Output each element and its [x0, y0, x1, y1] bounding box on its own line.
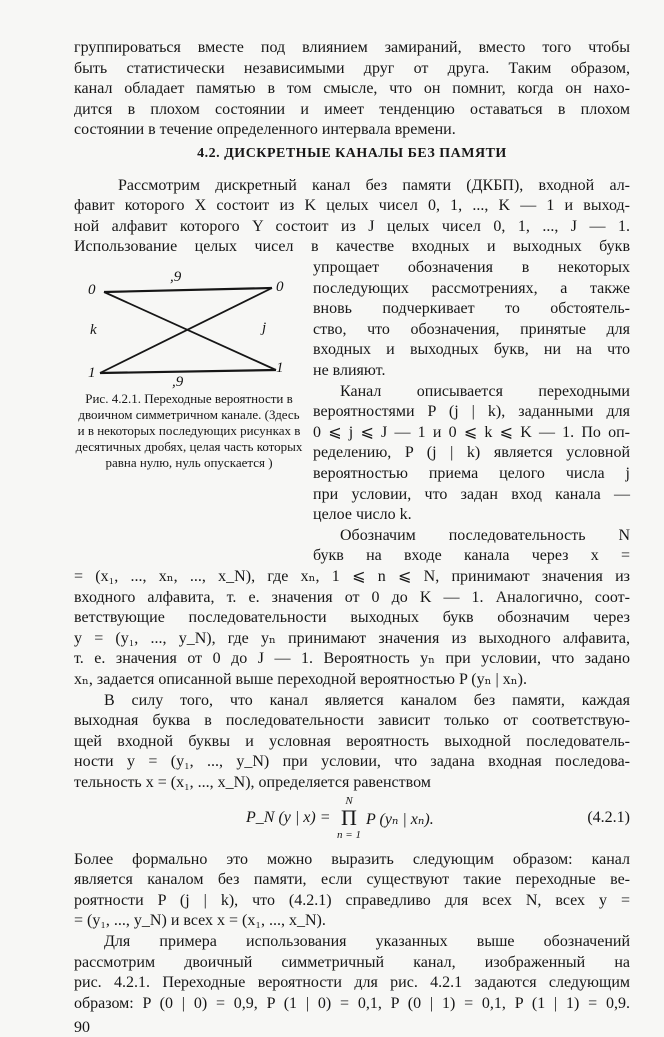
- edge-0-0: [104, 288, 272, 292]
- text-line: Использование целых чисел в качестве входных и выходных букв: [74, 238, 630, 256]
- text-line: Рассмотрим дискретный канал без памяти (ДКБП), входной ал-: [118, 176, 630, 194]
- text-line: y = (y₁, ..., y_N), где yₙ принимают значения из выходного алфавита,: [74, 629, 630, 647]
- text-line: = (y₁, ..., y_N) и всех x = (x₁, ..., x_N).: [74, 912, 326, 930]
- text-line: Канал описывается переходными: [340, 382, 630, 400]
- text-line: роятности P (j | k), что (4.2.1) справедливо для всех N, всех y =: [74, 891, 630, 909]
- figure-caption: Рис. 4.2.1. Переходные вероятности в двоичном симметричном канале. (Здесь и в некоторых последующих рисунках в десятичных дробях, целая часть которых равна нулю, нуль опускается ): [75, 390, 303, 470]
- text-line: букв на входе канала через x =: [313, 547, 630, 565]
- product-lower-limit: n = 1: [337, 828, 361, 841]
- section-title: 4.2. ДИСКРЕТНЫЕ КАНАЛЫ БЕЗ ПАМЯТИ: [197, 146, 507, 161]
- edge-1-0: [100, 288, 272, 373]
- text-line: целое число k.: [313, 506, 412, 524]
- equation-number: (4.2.1): [587, 808, 630, 826]
- text-line: рис. 4.2.1. Переходные вероятности для рис. 4.2.1 задаются следующим: [74, 974, 630, 992]
- input-label-0: 0: [88, 282, 96, 298]
- text-line: ределению, P (j | k) является условной: [313, 444, 630, 462]
- text-line: входного алфавита, т. е. значения от 0 до K — 1. Аналогично, соот-: [74, 588, 630, 606]
- text-line: группироваться вместе под влиянием замираний, вместо того чтобы: [74, 39, 630, 56]
- text-line: = (x₁, ..., xₙ, ..., x_N), где xₙ, 1 ⩽ n ⩽ N, принимают значения из: [74, 568, 630, 585]
- text-line: канал обладает памятью в том смысле, что он помнит, когда он нахо-: [74, 80, 630, 98]
- equation-4-2-1: [74, 795, 630, 847]
- text-line: состоянии в течение определенного интервала времени.: [74, 121, 456, 139]
- text-line: фавит которого X состоит из K целых чисел 0, 1, ..., K — 1 и выход-: [74, 197, 630, 215]
- output-label-1: 1: [276, 360, 284, 376]
- text-line: вероятностями P (j | k), заданными для: [313, 403, 630, 421]
- equation-rhs: P (yₙ | xₙ).: [366, 810, 434, 828]
- edge-1-1: [100, 370, 276, 373]
- text-line: вновь подчеркивает то обстоятель-: [313, 300, 630, 318]
- text-line: т. е. значения от 0 до J — 1. Вероятность yₙ при условии, что задано: [74, 650, 630, 668]
- product-upper-limit: N: [345, 794, 353, 807]
- text-line: ной алфавит которого Y состоит из J целых чисел 0, 1, ..., J — 1.: [74, 217, 630, 235]
- crossover-label-k: k: [90, 322, 97, 338]
- crossover-label-j: j: [262, 320, 267, 336]
- prob-label-bottom: ,9: [172, 374, 184, 390]
- text-line: упрощает обозначения в некоторых: [313, 259, 630, 276]
- page-number: 90: [74, 1019, 90, 1037]
- text-line: дится в плохом состоянии и имеет тенденцию оставаться в плохом: [74, 100, 630, 118]
- text-line: ности y = (y₁, ..., y_N) при условии, что задана входная последова-: [74, 753, 630, 771]
- text-line: является каналом без памяти, если существуют такие переходные ве-: [74, 871, 630, 889]
- text-line: Более формально это можно выразить следующим образом: канал: [74, 850, 630, 868]
- text-line: вероятностью приема целого числа j: [313, 465, 630, 482]
- output-label-0: 0: [276, 279, 284, 295]
- text-line: выходная буква в последовательности зависит только от соответствую-: [74, 712, 630, 730]
- text-line: последующих рассмотрениях, а также: [313, 279, 630, 297]
- text-line: щей входной буквы и условная вероятность выходной последователь-: [74, 732, 630, 750]
- text-line: не влияют.: [313, 362, 386, 379]
- prob-label-top: ,9: [170, 269, 182, 285]
- equation-lhs: P_N (y | x) =: [246, 808, 331, 826]
- text-line: быть статистически независимыми друг от друга. Таким образом,: [74, 59, 630, 77]
- text-line: при условии, что задан вход канала —: [313, 485, 630, 503]
- text-line: Обозначим последовательность N: [340, 526, 630, 544]
- text-line: Для примера использования указанных выше обозначений: [104, 933, 630, 950]
- text-line: тельность x = (x₁, ..., x_N), определяется равенством: [74, 774, 431, 791]
- input-label-1: 1: [88, 365, 96, 381]
- channel-diagram: [80, 265, 300, 393]
- figure-binary-symmetric-channel: [80, 265, 300, 393]
- text-line: входных и выходных букв, ни на что: [313, 341, 630, 359]
- text-line: 0 ⩽ j ⩽ J — 1 и 0 ⩽ k ⩽ K — 1. По оп-: [313, 423, 630, 441]
- text-line: рассмотрим двоичный симметричный канал, изображенный на: [74, 953, 630, 971]
- text-line: ветствующие последовательности выходных букв обозначим через: [74, 609, 630, 627]
- product-symbol: Π: [341, 804, 357, 830]
- text-line: xₙ, задается описанной выше переходной вероятностью P (yₙ | xₙ).: [74, 671, 527, 688]
- product-operator: [336, 795, 362, 841]
- text-line: В силу того, что канал является каналом без памяти, каждая: [104, 691, 630, 709]
- text-line: образом: P (0 | 0) = 0,9, P (1 | 0) = 0,1, P (0 | 1) = 0,1, P (1 | 1) = 0,9.: [74, 994, 630, 1012]
- text-line: ство, что обозначения, принятые для: [313, 320, 630, 338]
